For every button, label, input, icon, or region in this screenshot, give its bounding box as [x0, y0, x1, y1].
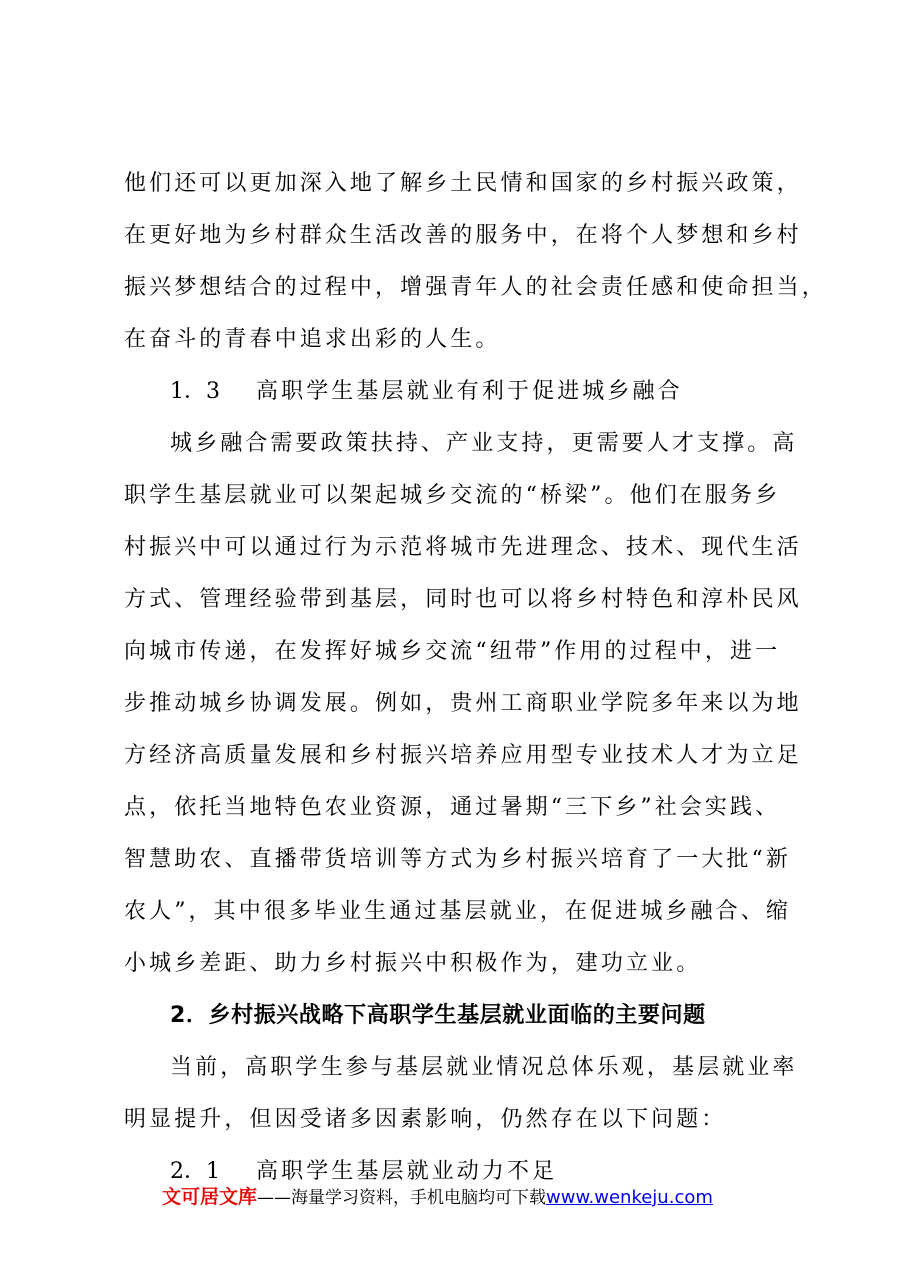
paragraph-line: 小城乡差距、助力乡村振兴中积极作为，建功立业。 — [124, 951, 702, 976]
paragraph-line: 方式、管理经验带到基层，同时也可以将乡村特色和淳朴民风 — [124, 587, 802, 612]
section-number: 1．3 — [170, 379, 220, 404]
paragraph-line: 农人”，其中很多毕业生通过基层就业，在促进城乡融合、缩 — [124, 899, 791, 924]
paragraph-line: 在更好地为乡村群众生活改善的服务中，在将个人梦想和乡村 — [124, 223, 802, 248]
paragraph-line: 振兴梦想结合的过程中，增强青年人的社会责任感和使命担当， — [124, 275, 827, 300]
document-body — [124, 158, 827, 1198]
section-title: 高职学生基层就业有利于促进城乡融合 — [256, 379, 683, 404]
paragraph-line: 明显提升，但因受诸多因素影响，仍然存在以下问题： — [124, 1107, 727, 1132]
footer-banner — [162, 1182, 713, 1209]
paragraph-line: 步推动城乡协调发展。例如，贵州工商职业学院多年来以为地 — [124, 691, 802, 716]
footer-tagline: 海量学习资料，手机电脑均可下载 — [291, 1188, 547, 1208]
paragraph-line: 点，依托当地特色农业资源，通过暑期“三下乡”社会实践、 — [124, 795, 781, 820]
section-heading-2: 2．乡村振兴战略下高职学生基层就业面临的主要问题 — [170, 1003, 706, 1028]
section-number: 2．1 — [170, 1159, 220, 1184]
paragraph-line: 当前，高职学生参与基层就业情况总体乐观，基层就业率 — [170, 1055, 798, 1080]
brand-name: 文可居文库 — [162, 1186, 258, 1208]
paragraph-line: 在奋斗的青春中追求出彩的人生。 — [124, 327, 501, 352]
paragraph-line: 向城市传递，在发挥好城乡交流“纽带”作用的过程中，进一 — [124, 639, 781, 664]
paragraph-line: 城乡融合需要政策扶持、产业支持，更需要人才支撑。高 — [170, 431, 798, 456]
paragraph-line: 智慧助农、直播带货培训等方式为乡村振兴培育了一大批“新 — [124, 847, 791, 872]
paragraph-line: 方经济高质量发展和乡村振兴培养应用型专业技术人才为立足 — [124, 743, 802, 768]
section-heading-1-3 — [124, 366, 804, 418]
footer-dash: —— — [257, 1188, 292, 1208]
paragraph-line: 他们还可以更加深入地了解乡土民情和国家的乡村振兴政策， — [124, 171, 802, 196]
website-link[interactable]: www.wenkeju.com — [546, 1187, 713, 1208]
section-title: 高职学生基层就业动力不足 — [256, 1159, 558, 1184]
paragraph-line: 职学生基层就业可以架起城乡交流的“桥梁”。他们在服务乡 — [124, 483, 781, 508]
paragraph-line: 村振兴中可以通过行为示范将城市先进理念、技术、现代生活 — [124, 535, 802, 560]
